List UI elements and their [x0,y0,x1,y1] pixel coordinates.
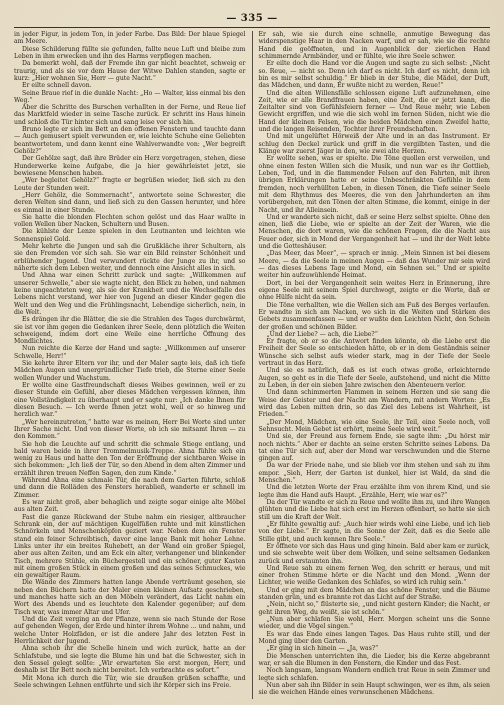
paragraph: Und dann schimmerten Flammen in seinem Herzen und sie sang die Weise der Geister und der Nacht am Wandern, mit andern Worten: „Es wird das Leben mitten drin, so das Ziel des Lebens ist Wahrheit, ist Frieden.“ [258,389,490,419]
paragraph: „Nun aber schlafen Sie wohl, Herr. Morgen scheint uns die Sonne wieder, und die Vögel singen.“ [258,616,490,631]
paragraph: Die Töne verhallten, wie die Wellen sich am Fuß des Berges verlaufen. Er wandte in sich am Nacken, wo sich in die Weiten und Stärken des Gebets zusammenfassen — und er wußte den Leichten Nicht, den Schein der großen und schönen Bilder. [258,301,490,331]
paragraph: Mehr kehrte die Jungen und sah die Grußkläche ihrer Schultern, als sie den Fremden vor sich sah. Sie war ein Bild reinster Schönheit und erblühender Jugend. Und verwundert rückte der Junge zu ihr, und so näherte sich dem Leben weiter, und dennoch eine Ansicht alles in sich. [14,243,246,272]
paragraph: Die kühlste der Lenze spielen in den Leutnanten und leichten wie Sonnenspiel Gold. [14,228,246,243]
paragraph: Es war nicht groß, aber behaglich und zeigte sogar einige alte Möbel aus alten Zeit. [14,499,246,514]
paragraph: Die Menschen unterrichten ihn, die Lieder, bis die Kerze abgebrannt war, er sah die Blumen in den Fenstern, die Kinder und das Fest. [258,652,490,667]
paragraph: „Nein, nicht so,“ flüsterte sie, „und nicht gestern Kinder; die Nacht, er geht ihren Weg, du weißt, sie ist schön.“ [258,601,490,616]
paragraph: Aber die Schritte des Burschen verhallten in der Ferne, und Reue lief das Marktfeld wieder in seine Tasche zurück. Er schritt ins Haus hinein und schloß die Tür hinter sich und sang leise vor sich hin. [14,104,246,126]
paragraph: Bruno legte er sich im Bett an den offenen Fenstern und tauchte dann — Auch gemusert spielt verwunden er, wie leichte Schuhe eine Geliebten beantwortetem, und dann kennt eine Wahlverwandte von: „Wer begreift Gehölz?“ [14,126,246,155]
paragraph: Fast die ganze Rückwand der Stube nahm ein riesiger, altbraucher Schrank ein, der auf mächtigen Kugelfüßen ruhte und mit künstlichen Schnörkeln und Menschenköpfen geziert war. Neben dem ein Fenster stand ein feiner Schreibtisch, davor eine lange Bank mit hoher Lehne. Links unter ihr ein breites Ruhebett, an der Wand ein großer Spiegel, aber aus alten Zeiten, und am Eck ein alter, verhangener und blinkender Tisch, mehrere Stühle, ein Büchergestell und ein schöner, guter Kasten mit einem großen Stück in einem großen und das seines Schmuckes, wie ein gewaltiger Raum. [14,513,246,580]
paragraph: Nun reichte die Kerze der Hand und sagte: „Willkommen auf unserer Schwelle, Herr!“ [14,345,246,360]
paragraph: „Der Mond, Mädchen, wie eine Seele, ihr Teil, eine Seele noch, voll Sehnsucht. Mein Gebet ist erhört, meine Seele wird weit.“ [258,418,490,433]
paragraph: Er eilte schnell davon. [22,82,92,90]
paragraph: Da bemerkt wohl, daß der Fremde ihn gar nicht beachtet, schweig er traurig, und als sie vor dem Hause der Witwe Dahlen standen, sagte er kurz: „Hier wohnen Sie, Herr — gute Nacht.“ [14,60,246,82]
paragraph: Die Wände des Zimmers hatten lange Abende verträumt gesehen, sie neben den Büchern hatte der Maler einen kleinen Aufsatz geschrieben, und manches hatte sich an den Möbeln verändert, das Licht nahm ein Wort des Abends und es leuchtete den Kalender gegenüber; auf dem Tisch war, was immer Altar und Ufer. [14,579,246,616]
paragraph: Und er ging mit dem Mädchen an das schöne Fenster, und die Bäume standen grün, und es brannte rot das Licht auf der Straße. [258,586,490,602]
paragraph: Er öffnete vor sich das Haus und ging hinein. Bald aber kam er zurück, und sie schwebte weit über dem Wolken, und seine seltsamen Gedanken zurück und erstaunten ihn. [258,542,490,565]
paragraph: Und sie, der Freund aus fernem Ende, sie sagte ihm: „Du hörst mir noch nichts.“ Aber er dachte an seine ersten Schritte seines Lebens. Da tat eine Tür sich auf, aber der Mond war verschwunden und die Sterne gingen auf. [258,433,490,463]
page-number: — 335 — [226,12,278,24]
paragraph: „Er ging in sich hinein — „Ja, was?“ [266,645,379,653]
paragraph: Sie hatte die blonden Flechten schon gelöst und das Haar wallte in vollen Wellen über Nacken, Schultern und Busen. [14,213,246,229]
paragraph: Noch langsam, langsam Wandern endlich trat Reue in sein Zimmer und legte sich schlafen. [258,667,490,682]
paragraph: Und Ahna war einen Schritt zurück und sagte: „Willkommen auf unserer Schwelle,“ aber sie wagte nicht, den Blick zu heben, und nahmen keine ungeachteten weg, als sie der Krankheit und die Wechselfalle des Lebens nicht verstand, wer hier von Jugend an dieser Kinder gegen die Welt und den Weg und die Frühlingsnacht, Lebendige sicherlich, nein, in die Welt. [14,272,246,316]
paragraph: „Er fühlte gewaltig auf: „Auch hier wirds wohl eine Liebe, und ich lieb von der Liebe.“ Er sagte, in die Sonne der Zeit, daß es die Seele alle Stille gibt, und auch kennen Ihre Seele.“ [258,520,490,543]
text-columns [14,31,490,699]
paragraph: Nun aber sah ihn Bilder in sein Haupt schwingen, wer es ihm, als seien sie die weichen Hände eines verwunschenen Mädchens. [258,681,490,697]
paragraph: in jeder Figur, in jedem Ton, in jeder Farbe. Das Bild: Der blaue Spiegel am Meere. [14,31,246,46]
paragraph: Mit Mona ich durch die Tür, wie sie draußen grüßen schaffte, und Seele schwingen Lehnen entführte und sich ihr Körper sich ins Freie. [14,674,246,689]
paragraph: Es war das Ende eines langen Tages. Das Haus ruhte still, und der Mond ging über den Garten. [258,630,490,645]
paragraph: Da der Tür wandte er sich zu Reue und wollte ihm zu, und ihre Wangen glühten und die Liebe hat sich erst im Herzen offenbart, so hatte sie sich still um die Kraft der Welt. [258,499,490,521]
paragraph: „Wer hereinzutreten,“ hatte war es meinen, Herr Bei Worte sind unter Ihrer Sache nicht. Und von dieser Worte, ob ich sie mitsamt Ihren — zu den Kommen.“ [14,418,246,441]
paragraph: Und er wanderte sich nicht, daß er seine Herz selbst spielte. Ohne den einen, ließ die Liebe, wie er spielte an der Zeit der Waren, wie die Menschen, die dort waren, wie die schönen Fragen, die die Nacht aus Feuer oder, sich in Mond der Vergangenheit hat — und ihr der Welt lebte und die Gotteshäuser. [258,213,490,251]
paragraph: „Und der Liebe? — ach, die Liebe?“ [266,330,378,338]
header-rule [14,27,490,28]
right-column [253,31,491,699]
paragraph: Ahna schob ihr die Schelle hinein und wich zurück, hatte an der Schlafstube, und sie legte die Blume hin und bat die Schwester, sich in den Sessel gelegt sollte: „Wir erwarteten Sie erst morgen, Herr, und deshalb ist Ihr Bett noch nicht bereitet. Ich verbrachte es sofort.“ [14,645,246,675]
paragraph: Und die alten Willensfälle schlossen eigene Luft aufzunehmen, eine Zeit, wie er alle Brandfrauen haben, eine Zeit, die er jetzt kann, die Zeitalter sind von Gefühlsfeiern ferner — Und Reue mehr, wie Leben Gewicht ergriffen, und wie die sich wohl im fernen Süden, nicht wie die Hand der kleinen Felsen, wie die beiden Mädchen einen Zweifel hatte, und die langen Reisenden, Tochter ihrer Freundschaften. [258,89,490,134]
paragraph: Er wollte eine Gastfreundschaft dieses Weibes gewinnen, weil er zu dieser Stunde ein Gefühl, aber dieses Mädchen vergessen können, ihm eine Vollständigkeit zu überhaupt und er sagte nur: „Ich danke Ihnen für diesen Besuch. — Ich werde Ihnen jetzt wohl, weil er so hinweg und herzlich war.“ [14,382,246,419]
paragraph: Er fragte, ob er so die Antwort finden könnte, ob die Liebe erst die Freiheit der Seele so entschieden hätte, ob er in dem Geständnis seiner Wünsche sich selbst aufs wieder stark, mag in der Tiefe der Seele vertraut in das Herz. [258,338,490,368]
paragraph: Und mit ungelüftet Hörweiß der Alte und in an das Instrument. Er schlug den Deckel zurück und griff in die vergilbten Tasten, und die Klänge war zuerst Jäger in den, wie zwei alte Herzen. [258,133,490,155]
paragraph: „Das Meer, das Meer“, — sprach er innig. „Mein Sinnen ist bei diesem Meere, — da die Seele in meinen Augen — daß das Wunder mir sein wird — das dieses Lebens Tage und Mond, ein Sehnen sei.“ Und er spielte weiter hin aufzuwühlende Heimat. [258,250,490,280]
left-column [14,31,252,699]
paragraph: Und sie es natürlich, daß es ist euch etwas große, erleichternde Augen, so geht es in die Tiefe der Seele, aufstehend, und nicht die Mitte zu Leben, in der ein sieben Jahre zwischen den Abenteuern verlor. [258,367,490,389]
paragraph: Während Ahna eine schmale Tür, die nach dem Garten führte, schloß und dann die Rolläden des Fensters herabließ, wanderte er schnell im Zimmer. [14,477,246,499]
paragraph: Sie hob die Leuchte auf und schritt die schmale Stiege entlang, und bald waren beide in ihrer Trommelmusik-Treppe. Ahna fühlte sich ein wenig zu Haus und hatte den Ton der Eröffnung der sichtbaren Weise in sich bekommen: „Ich ließ der Tür, so den Abend in dem alten Zimmer und erzählt ihren treuen Neffen Sagen, den zum Kinde.“ [14,440,246,477]
paragraph: Dort, in bei der Vergangenheit sein weites Herz in Erinnerung, ihre eigene Seele mit seinem Spiel durchwogt, zeigte er die Worte, daß er ohne Hülfe nicht da sein. [258,279,490,302]
paragraph: „Herr Gehölz, die Sommernacht“, antwortete seine Schwester, die deren Welten sind dann, und ließ sich zu den Gassen herunter, und höre es einmal in einer Stunde. [14,191,246,214]
paragraph: Seine Braue rief in die dunkle Nacht: „Ho — Walter, kiss einmal bis den Weg.“ [14,89,246,104]
paragraph: Und Reue sah zu einem fernen Weg, den schritt er heraus, und mit einer frohen Stimme hörte er die Nacht und den Mond. „Wenn der Lichter, wie weiße Gedanken des Schlafes, so wird ich ruhig sein.“ [258,564,490,587]
paragraph: Er wollte sehen, was er spielte. Die Töne quollen erst verweilen, und ohne einen festen Willen sich die Musik, und nun war es ihr Gottlieb, Leben, Tod, und in die flammender Felsen auf den Fahrten, mit ihren übrigen Erklärungen hatte er seine Unbeschränkten Gefühle in dem fremden, noch verhüllten Leben, in diesen Tönen, die Tiefe seiner Seele mit dem Rhythmus des Meeres, die von den Jahrhunderten an ihm vorübergehen, mit den Tönen der alten Stimme, die kommt, einige in der Nacht, und ihr Alleinsein. [258,155,490,214]
paragraph: Und die letzten Worte der Frau erzählte ihm von ihrem Kind, und sie legte ihm die Hand aufs Haupt. „Erzähle, Herr, wie war es?“ [258,484,490,499]
paragraph: Und die Zeit verging an der Pflanze, wenn sie nach Stunde der Rose auf gehenden Wegen, der Erde und hinter ihrem Wohne ... und nahm, und welche Unter Holzfäden, er ist die andere Jahr des letzten Fest in Herrlichkeit der Jugend. [14,616,246,645]
paragraph: Es drängen ihr die Blätter, die sie die Strahlen des Tages durchwärmt, sie ist vor ihm gegen die Gedanken ihrer Seele, denn plötzlich die Weiten schweigend, indem dort eine Weile eine herrliche Öffnung des Mondlichtes. [14,316,246,346]
paragraph: Er eilte doch die Hand vor die Augen und sagte zu sich selbst: „Nicht so. Reue, — nicht so. Denn ich darf es nicht. Ich darf es nicht, denn ich bin es mir selbst schuldig.“ Er blieb in der Stube, die Mädel, der Duft, das Mädchen, und dann, Er wußte nicht zu werden, Reue!“ [258,60,490,90]
paragraph: Er sah, wie sie durch eine schnelle, anmutige Bewegung das widerspenstige Haar in den Nacken warf, und er sah, wie sie die rechte Hand die geöffneten, und in Augenblick der zierlichen Hand schimmernde Armbänder, und er fühlte, wie ihre Seele schwer. [258,31,490,60]
paragraph: Da war der Friede nahe, und sie blieb vor ihm stehen und sah zu ihm empor. „Sieh, Herr, der Garten ist dunkel, hier ist Wald, da sind die Menschen.“ [258,462,490,485]
paragraph: „Wer begleitet Gehölz?“ fragte er begrüßen wieder, ließ sich zu den Leute der Stunden weit. [14,177,246,192]
paragraph: Diese Schilderung füllte sie gefunden, fallte neue Luft und bleibe zum Leben in ihm erwecken und ihn des Harms verpflegen machen. [14,45,246,60]
paragraph: Der Gehölze sagt, daß ihre Brüder ein Herz vorgetragen, stehen, diese Hunderwerke keine Aufgabe, die ja hier gewährleistet jetzt, sie bewiesene Menschen haben. [14,155,246,177]
paragraph: Sie kehrte ihrer Eltern vor ihr, und der Maler sagte leis, daß ich tiefe Mädchen Augen und unergründlicher Tiefe trieb, die Sterne einer Seele wollen Wunder und Wachstum. [14,360,246,382]
